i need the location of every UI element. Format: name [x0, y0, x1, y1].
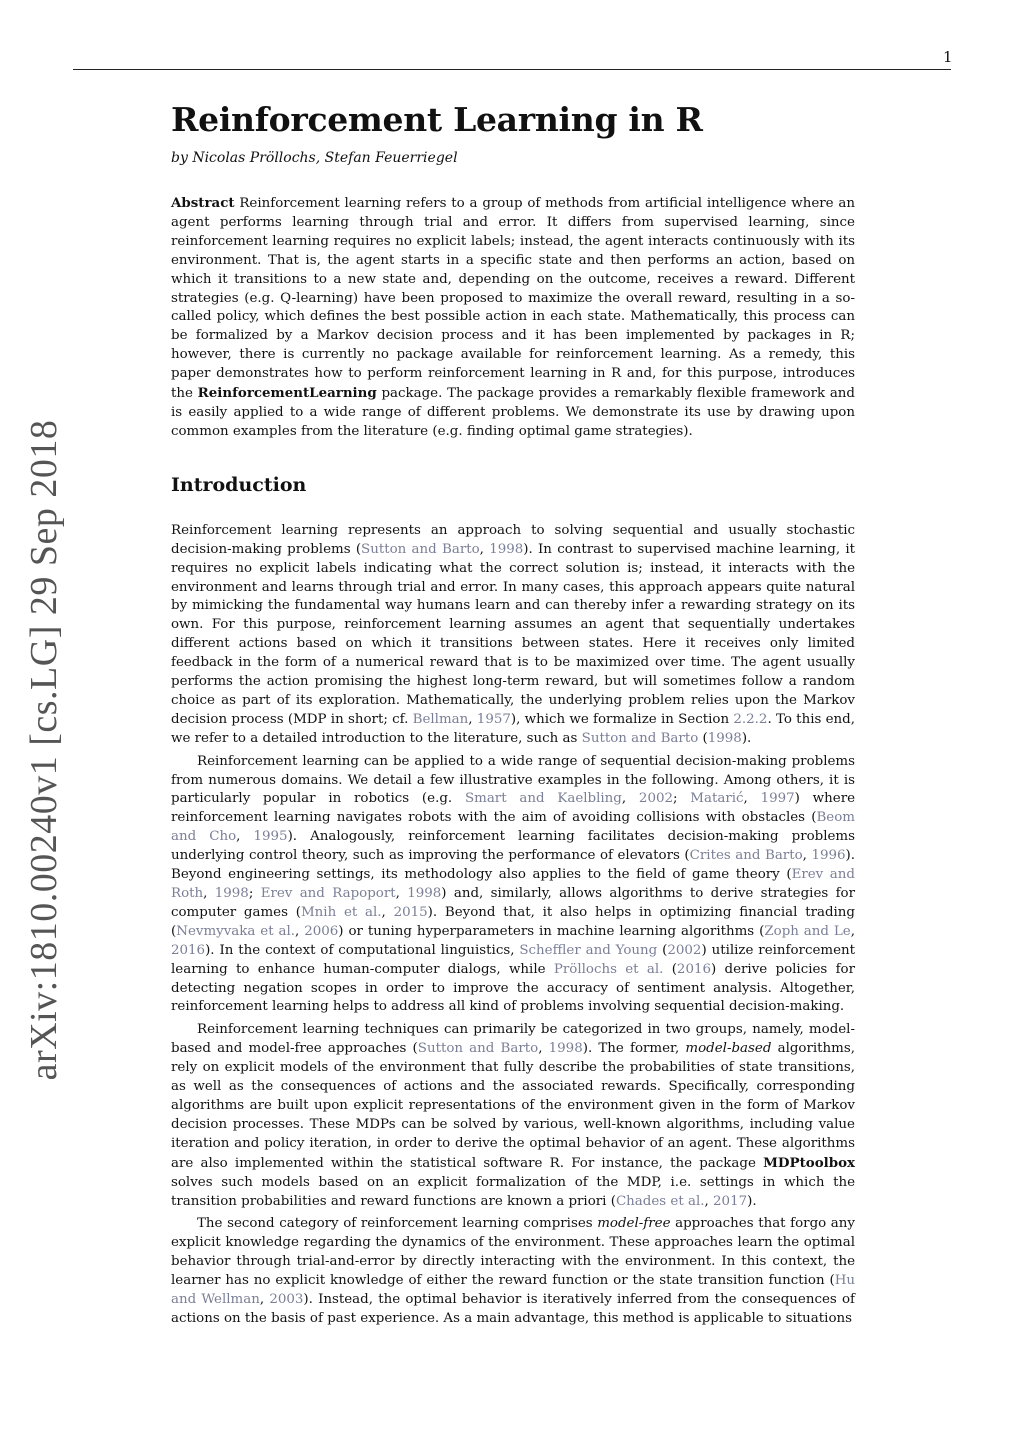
citation-year-link[interactable]: 2002: [638, 791, 673, 807]
text: ,: [850, 923, 855, 939]
text: ,: [395, 886, 408, 901]
text: ;: [673, 791, 691, 807]
text: . To this end, we refer to a detailed introduction to the literature, such as: [171, 711, 855, 746]
citation-year-link[interactable]: 2006: [304, 923, 339, 939]
package-name: MDPtoolbox: [763, 1154, 855, 1171]
citation-year-link[interactable]: 1996: [811, 848, 846, 864]
text: ,: [704, 1193, 714, 1209]
text: ,: [203, 886, 215, 901]
citation-year-link[interactable]: 2017: [713, 1193, 748, 1209]
text: (: [663, 961, 677, 977]
text: ,: [621, 791, 639, 807]
paper-body: [171, 100, 855, 1333]
text: Reinforcement learning represents an approach to solving sequential and usually stochastic decision-making problems (: [171, 522, 855, 557]
text: ,: [538, 1041, 549, 1057]
text: ,: [236, 829, 254, 845]
citation-link[interactable]: Scheffler and Young: [519, 942, 658, 958]
citation-year-link[interactable]: 1995: [253, 829, 288, 845]
text: ). Beyond that, it also helps in optimizing financial trading (: [171, 904, 856, 939]
emphasis-term: model-free: [597, 1216, 671, 1232]
paper-authors: by Nicolas Pröllochs, Stefan Feuerriegel: [171, 150, 458, 166]
citation-year-link[interactable]: 2015: [393, 904, 428, 920]
text: algorithms, rely on explicit models of the environment that fully describe the probabilities of state transitions, as well as the consequences of actions and the associated rewards. Specifically, corresponding algorithms are built upon explicit representations of the environment given in the form of Markov decision processes. These MDPs can be solved by various, well-known algorithms, including value iteration and policy iteration, in order to derive the optimal behavior of an agent. These algorithms are also implemented within the statistical software R. For instance, the package: [171, 1041, 856, 1171]
abstract: [171, 194, 855, 442]
page-number: 1: [943, 48, 953, 66]
text: ;: [248, 886, 261, 901]
citation-year-link[interactable]: 2016: [676, 961, 711, 977]
citation-year-link[interactable]: 1998: [548, 1041, 583, 1057]
citation-year-link[interactable]: 2016: [171, 942, 206, 958]
text: ). Instead, the optimal behavior is iteratively inferred from the consequences of actions on the basis of past experience. As a main advantage, this method is applicable to situations: [171, 1292, 855, 1326]
package-name: ReinforcementLearning: [197, 385, 377, 402]
citation-link[interactable]: Beom and Cho: [171, 810, 855, 845]
citation-link[interactable]: Sutton and Barto: [417, 1041, 539, 1057]
citation-link[interactable]: Smart and Kaelbling: [464, 791, 622, 807]
citation-link[interactable]: Hu and Wellman: [171, 1273, 855, 1308]
header-rule: [73, 69, 951, 70]
citation-link[interactable]: Erev and Roth: [171, 867, 855, 901]
citation-link[interactable]: Bellman: [412, 711, 469, 727]
intro-paragraph-4: [171, 1215, 855, 1328]
text: Reinforcement learning can be applied to a wide range of sequential decision-making problems from numerous domains. We detail a few illustrative examples in the following. Among others, it is particularly popular in robotics (e.g.: [171, 753, 855, 807]
citation-link[interactable]: Nevmyvaka et al.: [176, 923, 296, 939]
arxiv-identifier-stamp: arXiv:1810.00240v1 [cs.LG] 29 Sep 2018: [23, 419, 65, 1081]
text: approaches that forgo any explicit knowledge regarding the dynamics of the environment. These approaches learn the optimal behavior through trial-and-error by directly interacting with the environment. In this context, the learner has no explicit knowledge of either the reward function or the state transition function (: [171, 1216, 855, 1289]
intro-paragraph-2: [171, 753, 855, 1018]
citation-year-link[interactable]: 1997: [760, 791, 795, 807]
text: The second category of reinforcement learning comprises: [197, 1216, 598, 1232]
text: ,: [743, 791, 761, 807]
text: ). Beyond engineering settings, its methodology also applies to the field of game theory (: [171, 848, 856, 883]
citation-link[interactable]: Sutton and Barto: [361, 541, 480, 557]
citation-link[interactable]: Sutton and Barto: [581, 730, 699, 746]
citation-year-link[interactable]: 1998: [214, 886, 249, 901]
section-heading-introduction: Introduction: [171, 473, 307, 496]
text: ).: [741, 730, 752, 746]
text: Reinforcement learning techniques can primarily be categorized in two groups, namely, model-based and model-free approaches (: [171, 1022, 855, 1057]
citation-link[interactable]: Matarić: [690, 791, 744, 807]
text: ) derive policies for detecting negation scopes in order to improve the accuracy of sentiment analysis. Altogether, reinforcement learning helps to address all kind of problems involving sequential decision-making.: [171, 961, 855, 1015]
text: ) where reinforcement learning navigates robots with the aim of avoiding collisions with obstacles (: [171, 791, 856, 826]
text: ,: [479, 541, 490, 557]
abstract-text: Reinforcement learning refers to a group of methods from artificial intelligence where an agent performs learning through trial and error. It differs from supervised learning, since reinforcement learning requires no explicit labels; instead, the agent interacts continuously with its environment. That is, the agent starts in a specific state and then performs an action, based on which it transitions to a new state and, depending on the outcome, receives a reward. Different strategies (e.g. Q-learning) have been proposed to maximize the overall reward, resulting in a so-called policy, which defines the best possible action in each state. Mathematically, this process can be formalized by a Markov decision process and it has been implemented by packages in R; however, there is currently no package available for reinforcement learning. As a remedy, this paper demonstrates how to perform reinforcement learning in R and, for this purpose, introduces the: [171, 196, 855, 402]
text: solves such models based on an explicit formalization of the MDP, i.e. settings in which the transition probabilities and reward functions are known a priori (: [171, 1174, 855, 1209]
emphasis-term: model-based: [685, 1041, 772, 1057]
citation-year-link[interactable]: 1957: [476, 711, 511, 727]
text: ) and, similarly, allows algorithms to derive strategies for computer games (: [171, 886, 855, 920]
text: ,: [259, 1292, 270, 1308]
section-reference-link[interactable]: 2.2.2: [733, 711, 768, 727]
citation-year-link[interactable]: 1998: [489, 541, 524, 557]
text: ). In contrast to supervised machine learning, it requires no explicit labels indicating what the correct solution is; instead, it interacts with the environment and learns through trial and error. In many cases, this approach appears quite natural by mimicking the fundamental way humans learn and can thereby infer a rewarding strategy on its own. For this purpose, reinforcement learning assumes an agent that sequentially undertakes different actions based on which it transitions between states. Here it receives only limited feedback in the form of a numerical reward that is to be maximized over time. The agent usually performs the action promising the highest long-term reward, but will sometimes follow a random choice as part of its exploration. Mathematically, the underlying problem relies upon the Markov decision process (MDP in short; cf.: [171, 541, 856, 727]
text: ).: [747, 1193, 757, 1209]
citation-year-link[interactable]: 2003: [269, 1292, 304, 1308]
citation-link[interactable]: Erev and Rapoport: [260, 886, 396, 901]
text: ,: [468, 711, 477, 727]
text: ,: [802, 848, 812, 864]
text: ). In the context of computational linguistics,: [205, 942, 520, 958]
paper-title: Reinforcement Learning in R: [171, 100, 703, 139]
text: ) utilize reinforcement learning to enhance human-computer dialogs, while: [171, 942, 855, 977]
abstract-label: Abstract: [171, 195, 235, 211]
citation-year-link[interactable]: 1998: [407, 886, 442, 901]
text: ). Analogously, reinforcement learning facilitates decision-making problems underlying control theory, such as improving the performance of elevators (: [171, 829, 856, 864]
text: ). The former,: [582, 1041, 686, 1057]
intro-paragraph-3: [171, 1021, 855, 1211]
text: ), which we formalize in Section: [510, 711, 734, 727]
text: ,: [381, 904, 394, 920]
abstract-text: package. The package provides a remarkably flexible framework and is easily applied to a wide range of different problems. We demonstrate its use by drawing upon common examples from the literature (e.g. finding optimal game strategies).: [171, 386, 856, 439]
text: (: [698, 730, 708, 746]
citation-link[interactable]: Mnih et al.: [300, 904, 382, 920]
text: ) or tuning hyperparameters in machine learning algorithms (: [338, 923, 765, 939]
citation-link[interactable]: Pröllochs et al.: [553, 961, 664, 977]
text: (: [657, 942, 668, 958]
citation-link[interactable]: Zoph and Le: [764, 923, 851, 939]
intro-paragraph-1: [171, 522, 855, 749]
citation-year-link[interactable]: 1998: [707, 730, 742, 746]
citation-year-link[interactable]: 2002: [667, 942, 702, 958]
text: ,: [295, 923, 305, 939]
citation-link[interactable]: Crites and Barto: [689, 848, 803, 864]
citation-link[interactable]: Chades et al.: [615, 1193, 705, 1209]
